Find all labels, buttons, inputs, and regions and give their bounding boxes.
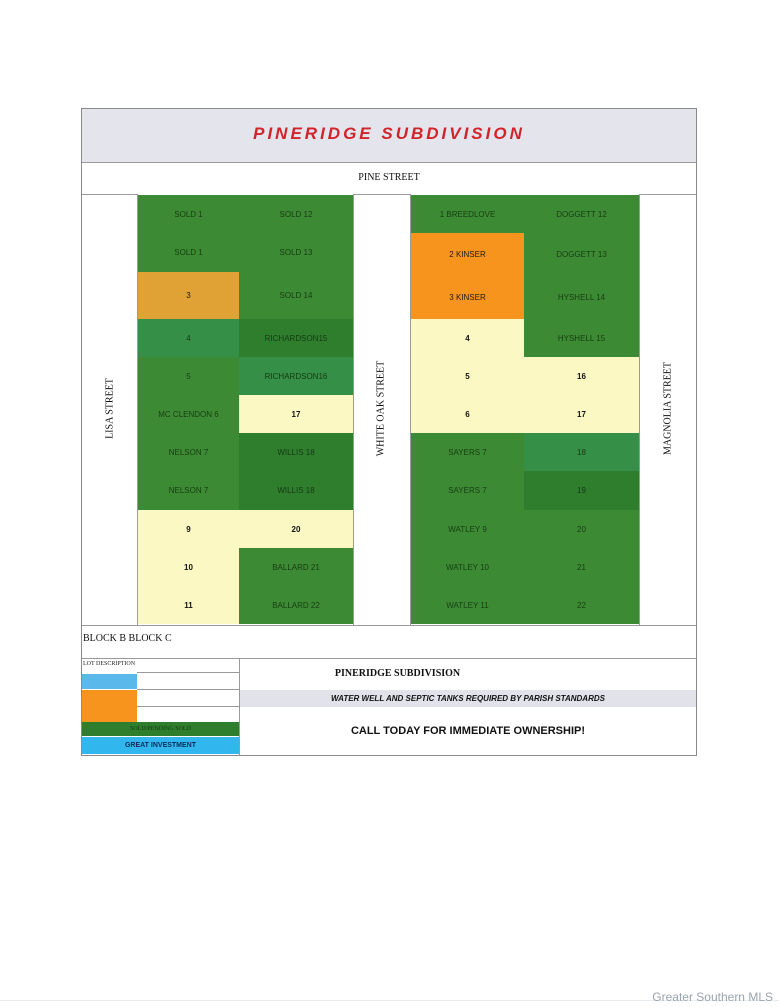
lot-c-13[interactable]: DOGGETT 13 — [524, 233, 639, 275]
pine-street-bottom-line-middle — [353, 194, 410, 195]
lot-c-18[interactable]: 18 — [524, 433, 639, 471]
lot-c-6[interactable]: 6 — [411, 395, 524, 433]
lot-b-14[interactable]: SOLD 14 — [239, 272, 353, 319]
lot-b-3[interactable]: 3 — [138, 272, 239, 319]
lot-b-22[interactable]: BALLARD 22 — [239, 586, 353, 624]
lot-b-1b[interactable]: SOLD 1 — [138, 233, 239, 272]
lot-b-11[interactable]: 11 — [138, 586, 239, 624]
mls-watermark: Greater Southern MLS — [652, 990, 773, 1004]
legend-row-line-3 — [137, 706, 239, 707]
lot-c-16[interactable]: 16 — [524, 357, 639, 395]
legend-swatch-blue — [82, 674, 137, 689]
lot-description-label: LOT DESCRIPTION — [83, 661, 136, 667]
lot-c-19[interactable]: 19 — [524, 471, 639, 510]
white-oak-left-line — [353, 194, 354, 625]
block-row-top-line — [82, 625, 696, 626]
legend-heading: PINERIDGE SUBDIVISION — [334, 668, 461, 679]
lot-c-9[interactable]: WATLEY 9 — [411, 510, 524, 548]
white-oak-street-label: WHITE OAK STREET — [375, 360, 387, 457]
call-to-action: CALL TODAY FOR IMMEDIATE OWNERSHIP! — [350, 725, 586, 737]
lot-c-3[interactable]: 3 KINSER — [411, 275, 524, 319]
map-title: PINERIDGE SUBDIVISION — [253, 124, 525, 143]
lot-c-21[interactable]: 21 — [524, 548, 639, 586]
lot-b-15[interactable]: RICHARDSON15 — [239, 319, 353, 357]
lot-b-16[interactable]: RICHARDSON16 — [239, 357, 353, 395]
lot-c-10[interactable]: WATLEY 10 — [411, 548, 524, 586]
pine-street-top-line — [82, 162, 696, 163]
lisa-street-label: LISA STREET — [104, 378, 116, 439]
pine-street-label: PINE STREET — [358, 172, 420, 183]
lot-c-7b[interactable]: SAYERS 7 — [411, 471, 524, 510]
legend-swatch-orange — [82, 690, 137, 722]
lot-c-1[interactable]: 1 BREEDLOVE — [411, 195, 524, 233]
legend-row-line-1 — [137, 672, 239, 673]
sold-pending-label: SOLD/PENDING SOLD — [130, 726, 191, 732]
lot-b-1[interactable]: SOLD 1 — [138, 195, 239, 233]
magnolia-street-line — [639, 194, 640, 625]
lot-b-18b[interactable]: WILLIS 18 — [239, 471, 353, 510]
lot-b-4[interactable]: 4 — [138, 319, 239, 357]
lot-b-9[interactable]: 9 — [138, 510, 239, 548]
lot-c-11[interactable]: WATLEY 11 — [411, 586, 524, 624]
lot-b-12[interactable]: SOLD 12 — [239, 195, 353, 233]
lot-c-7[interactable]: SAYERS 7 — [411, 433, 524, 471]
pine-street-bottom-line-right — [639, 194, 696, 195]
lot-c-5[interactable]: 5 — [411, 357, 524, 395]
lot-b-7[interactable]: NELSON 7 — [138, 433, 239, 471]
lot-c-17[interactable]: 17 — [524, 395, 639, 433]
block-labels: BLOCK B BLOCK C — [83, 633, 172, 644]
lot-c-4[interactable]: 4 — [411, 319, 524, 357]
lot-b-10[interactable]: 10 — [138, 548, 239, 586]
lot-b-17[interactable]: 17 — [239, 395, 353, 433]
lot-b-7b[interactable]: NELSON 7 — [138, 471, 239, 510]
lot-c-20[interactable]: 20 — [524, 510, 639, 548]
lot-c-14[interactable]: HYSHELL 14 — [524, 275, 639, 319]
lot-c-12[interactable]: DOGGETT 12 — [524, 195, 639, 233]
lot-b-18[interactable]: WILLIS 18 — [239, 433, 353, 471]
great-investment-label: GREAT INVESTMENT — [82, 737, 239, 754]
lot-b-6[interactable]: MC CLENDON 6 — [138, 395, 239, 433]
lot-c-15[interactable]: HYSHELL 15 — [524, 319, 639, 357]
requirement-text: WATER WELL AND SEPTIC TANKS REQUIRED BY PARISH STANDARDS — [331, 694, 605, 703]
lot-b-21[interactable]: BALLARD 21 — [239, 548, 353, 586]
pine-street-bottom-line-left — [82, 194, 137, 195]
lot-b-20[interactable]: 20 — [239, 510, 353, 548]
lot-b-13[interactable]: SOLD 13 — [239, 233, 353, 272]
lot-c-22[interactable]: 22 — [524, 586, 639, 624]
lot-c-2[interactable]: 2 KINSER — [411, 233, 524, 275]
legend-row-line-2 — [137, 689, 239, 690]
lot-b-5[interactable]: 5 — [138, 357, 239, 395]
magnolia-street-label: MAGNOLIA STREET — [662, 361, 674, 456]
legend-top-line — [82, 658, 696, 659]
